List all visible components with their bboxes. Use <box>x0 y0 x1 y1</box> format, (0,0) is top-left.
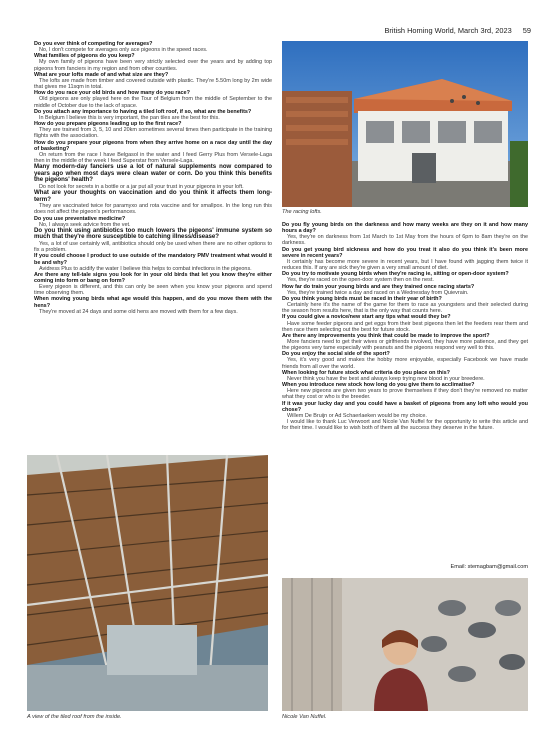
interview-question: Are there any improvements you think that could be made to improve the sport? <box>282 332 490 339</box>
interview-answer: Yes, it's very good and makes the hobby more enjoyable, especially Facebook we have made friends from all over the world. <box>282 357 528 370</box>
author-email: Email: stemagbam@gmail.com <box>450 564 528 570</box>
roof-caption: A view of the tiled roof from the inside. <box>27 714 122 720</box>
interview-answer: Willem De Bruijn or Ad Schaerlaeken would be my choice. <box>287 412 427 419</box>
interview-answer: No, I always seek advice from the vet. <box>39 221 131 228</box>
page-header <box>385 26 532 35</box>
interview-answer: Old pigeons are only played here on the Tour of Belgium from the middle of September to the middle of October due to the lack of space. <box>34 96 272 109</box>
interview-answer: Here new pigeons are given two years to prove themselves if they don't they're removed no matter what they cost or who is the breeder. <box>282 388 528 401</box>
interview-answer: Yes, they're raced on the open-door system then on the nest. <box>287 277 434 284</box>
interview-answer: I would like to thank Luc Verwoort and Nicole Van Nuffel for the opportunity to write this article and for their time. I would like to wish both of them all the success they deserve in the future. <box>282 419 528 432</box>
interview-question: Do you attach any importance to having a tiled loft roof, if so, what are the benefits? <box>34 108 252 115</box>
interview-question: When you introduce new stock how long do you give them to acclimatise? <box>282 382 475 389</box>
interview-answer: My own family of pigeons have been very strictly selected over the years and by adding top pigeons from fanciers in my region and from other counties. <box>34 59 272 72</box>
nicole-caption: Nicole Van Nuffel. <box>282 714 327 720</box>
interview-question: When moving young birds what age would this happen, and do you move them with the hens? <box>34 296 272 309</box>
interview-answer: Certainly here it's the name of the game for them to race as youngsters and their selected during the season from results here, that is the only way that counts here. <box>282 302 528 315</box>
interview-question: Do you ever think of competing for averages? <box>34 41 153 47</box>
interview-answer: It certainly has become more severe in recent years, but I have found with jagging them twice it reduces this. If any are sick they're given a very small amount of diet. <box>282 258 528 272</box>
interview-question: Do you think young birds must be raced in their year of birth? <box>282 295 442 302</box>
interview-answer: Every pigeon is different, and this can only be seen when you know your pigeons and spend time observing them. <box>34 284 272 297</box>
interview-answer: Have some feeder pigeons and get eggs from their best pigeons then let the feeders rear them and then race them selecting out the best for future stock. <box>282 320 528 333</box>
interview-question: Do you enjoy the social side of the sport? <box>282 351 390 358</box>
interview-question: What are your lofts made of and what size are they? <box>34 71 169 78</box>
interview-question: If you could choose I product to use outside of the mandatory PMV treatment what would it be and why? <box>34 253 272 266</box>
tiled-roof-photo <box>27 455 268 711</box>
interview-answer: They're moved at 24 days and some old hens are moved with them for a few days. <box>39 308 238 315</box>
interview-answer: No, I don't compete for averages only ace pigeons in the speed races. <box>39 47 208 54</box>
interview-answer: Avidress Plus to acidify the water I believe this helps to combat infections in the pigeons. <box>39 265 252 272</box>
interview-answer: On return from the race I have Belgasol in the water and I feed Gerry Plus from Versele-Laga then in the middle of the week I feed Superstar from Versele-Laga. <box>34 151 272 164</box>
interview-question: Do you try to motivate young birds when they're racing ie, sitting or open-door system? <box>282 271 509 278</box>
interview-question: How do you race your old birds and how many do you race? <box>34 90 190 97</box>
interview-question: If you could give a novice/new start any tips what would they be? <box>282 314 451 321</box>
interview-answer: Yes, they're on darkness from 1st March to 1st May from the hours of 6pm to 8am they're on the darkness. <box>282 234 528 247</box>
interview-answer: Do not look for secrets in a bottle or a jar put all your trust in your pigeons in your loft. <box>39 183 244 190</box>
interview-question: Are there any tell-tale signs you look for in your old birds that let you know they're either coming into form or bang on form? <box>34 271 272 284</box>
interview-answer: Yes, they're trained twice a day and raced on a Wednesday from Quievrain. <box>287 289 469 296</box>
nicole-portrait-photo <box>282 578 528 711</box>
interview-question: If it was your lucky day and you could have a basket of pigeons from any loft who would you chose? <box>282 400 528 413</box>
interview-answer: The lofts are made from timber and covered outside with plastic. They're 5.50m long by 2m wide that gives me 11sqm in total. <box>34 77 272 91</box>
interview-question: Many modern-day fanciers use a lot of natural supplements now compared to years ago when most days were clean water or corn. Do you think this benefits the pigeons' health? <box>34 163 272 184</box>
interview-question: How do you prepare pigeons leading up to the first race? <box>34 121 182 128</box>
interview-answer: They are trained from 3, 5, 10 and 20km sometimes several times then participate in the training flights with the association. <box>34 127 272 140</box>
interview-question: How do you prepare your pigeons from when they arrive home on a race day until the day of basketing? <box>34 139 272 152</box>
interview-question: Do you fly young birds on the darkness and how many weeks are they on it and how many hours a day? <box>282 222 528 235</box>
interview-question: Do you use preventative medicine? <box>34 215 126 222</box>
left-column <box>34 41 272 315</box>
interview-question: When looking for future stock what criteria do you place on this? <box>282 369 450 376</box>
lofts-caption: The racing lofts. <box>282 209 322 215</box>
interview-question: What are your thoughts on vaccination and do you think it affects them long-term? <box>34 189 272 203</box>
interview-question: Do you get young bird sickness and how do you treat it also do you think it's been more severe in recent years? <box>282 246 528 259</box>
page-number: 59 <box>522 26 531 35</box>
interview-answer: More fanciers need to get their wives or girlfriends involved, they have more patience, and they get the pigeons very tame especially with peanuts and the pigeons respond very well to this. <box>282 338 528 352</box>
publication-title: British Homing World, March 3rd, 2023 <box>384 26 512 35</box>
interview-question: How far do train your young birds and are they trained once racing starts? <box>282 283 475 290</box>
interview-question: Do you think using antibiotics too much lowers the pigeons' immune system so much that they're more susceptible to catching illness/disease? <box>34 226 272 241</box>
racing-lofts-photo <box>282 41 528 207</box>
interview-answer: They are vaccinated twice for paramyxo and rota vaccine and for smallpox. In the long run this does not affect the pigeon's performances. <box>34 203 272 216</box>
interview-question: What families of pigeons do you keep? <box>34 53 135 60</box>
interview-answer: In Belgium I believe this is very important, the pan tiles are the best for this. <box>39 114 220 121</box>
interview-answer: Yes, a lot of use certainly will, antibiotics should only be used when there are no other options to fix a problem. <box>34 241 272 254</box>
right-column <box>282 222 528 431</box>
interview-answer: Never think you have the best and always keep trying new blood in your breedere. <box>287 375 485 382</box>
